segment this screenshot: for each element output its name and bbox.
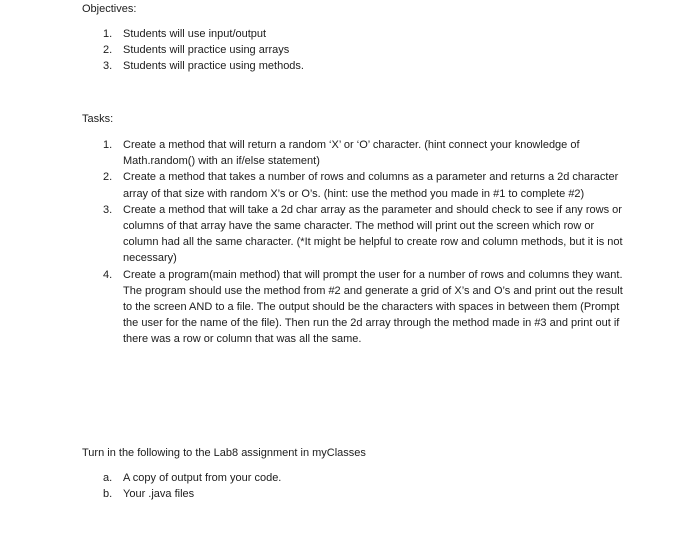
task-number: 3. — [103, 203, 113, 216]
task-item — [82, 202, 627, 267]
turn-in-letter: b. — [103, 488, 113, 501]
turn-in-item — [82, 470, 642, 486]
task-number: 2. — [103, 171, 113, 184]
task-number: 1. — [103, 139, 113, 151]
turn-in-text: A copy of output from your code. — [123, 472, 282, 484]
turn-in-text: Your .java files — [123, 488, 195, 501]
turn-in-list — [82, 470, 642, 502]
objective-item — [82, 58, 642, 74]
objective-item — [82, 42, 642, 58]
objective-number: 3. — [103, 60, 113, 73]
task-number: 4. — [103, 268, 113, 281]
objectives-list — [82, 26, 642, 75]
turn-in-instructions: Turn in the following to the Lab8 assignment in myClasses — [82, 447, 366, 459]
task-text: Create a method that takes a number of rows and columns as a parameter and returns a 2d character array of that size with random X’s or O’s. (hint: use the method you made in #1 to complete #2) — [123, 171, 619, 200]
task-text: Create a method that will take a 2d char array as the parameter and should check to see if any rows or columns of that array have the same character. The method will print out the screen which row or column had all the same character. (*It might be helpful to create row and column methods, but it is not necessary) — [123, 203, 623, 265]
objectives-heading: Objectives: — [82, 3, 137, 15]
task-text: Create a program(main method) that will prompt the user for a number of rows and columns they want. The program should use the method from #2 and generate a grid of X’s and O’s and print out the result to the screen AND to a file. The output should be the characters with spaces in between them (Prompt the user for the name of the file). Then run the 2d array through the method made in #3 and print out if there was a row or column that was all the same. — [123, 268, 623, 346]
objective-text: Students will practice using methods. — [123, 60, 304, 73]
tasks-heading: Tasks: — [82, 113, 114, 125]
turn-in-letter: a. — [103, 472, 113, 484]
task-text: Create a method that will return a random ‘X’ or ‘O’ character. (hint connect your knowledge of Math.random() with an if/else statement) — [123, 139, 580, 168]
objective-number: 1. — [103, 28, 113, 40]
task-item — [82, 137, 627, 169]
task-item — [82, 267, 627, 348]
turn-in-item — [82, 486, 642, 502]
objective-text: Students will practice using arrays — [123, 44, 290, 57]
objective-text: Students will use input/output — [123, 28, 267, 40]
tasks-list — [82, 137, 627, 348]
task-item — [82, 169, 627, 201]
objective-item — [82, 26, 642, 42]
objective-number: 2. — [103, 44, 113, 57]
